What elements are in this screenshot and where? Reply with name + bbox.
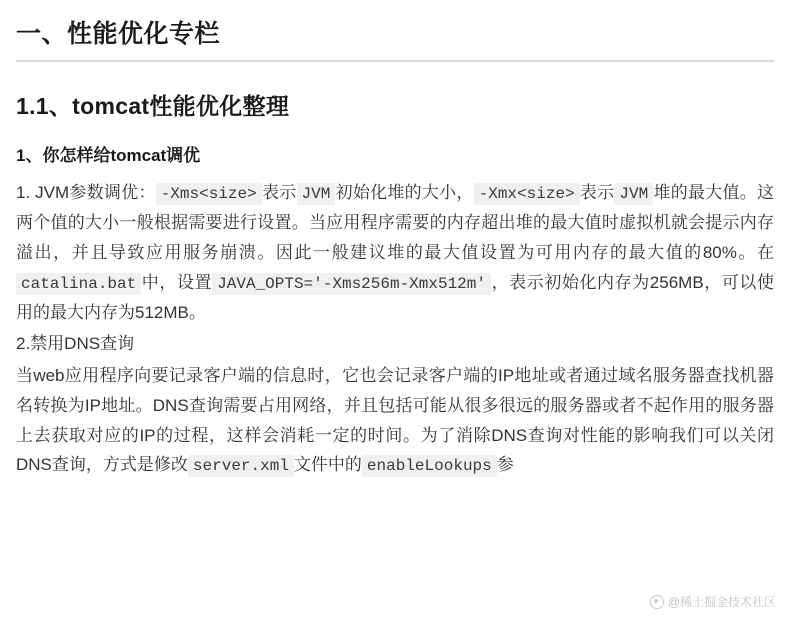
page-title: 一、性能优化专栏 [16,14,774,62]
text-fragment: 中，设置 [141,272,213,292]
paragraph-dns-heading: 2.禁用DNS查询 [16,334,135,354]
text-fragment: 表示 [579,183,615,202]
code-jvm-1: JVM [297,183,336,205]
code-jvm-2: JVM [614,183,653,205]
text-fragment: 参 [496,455,514,475]
code-xms: -Xms<size> [156,183,262,205]
sub-heading: 1.1、tomcat性能优化整理 [16,93,290,119]
text-fragment: 1. JVM参数调优： [16,183,156,202]
text-fragment: 当web应用程序向要记录客户端的信息时，它也会记录客户端的IP地址或者通过域名服务器查找机器名转换为IP地址。DNS查询需要占用网络，并且包括可能从很多很远的服务器或者不起作用的服务器上去获取对应的IP的过程，这样会消耗一定的时间。为了消除DNS查询对性能的影响我们可以关闭DNS查询，方式是修改 [16,366,774,475]
code-enable-lookups: enableLookups [362,455,497,477]
code-xmx: -Xmx<size> [474,183,580,205]
code-java-opts: JAVA_OPTS='-Xms256m-Xmx512m' [212,273,491,295]
circle-logo-icon [650,595,664,609]
sub-sub-heading: 1、你怎样给tomcat调优 [16,146,201,165]
text-fragment: 表示 [261,183,297,202]
watermark-text: @稀土掘金技术社区 [667,595,776,609]
text-fragment: ，表示初始化内存为256MB，可以使用的最大内存为512MB。 [16,272,774,322]
paragraph-dns-detail [16,361,774,480]
code-catalina-bat: catalina.bat [16,273,141,295]
watermark [650,593,776,610]
code-server-xml: server.xml [188,455,294,477]
text-fragment: 初始化堆的大小， [335,183,474,202]
text-fragment: 文件中的 [293,455,362,475]
paragraph-jvm-tuning [16,178,774,327]
text-fragment: 堆的最大值。这两个值的大小一般根据需要进行设置。当应用程序需要的内存超出堆的最大值时虚拟机就会提示内存溢出，并且导致应用服务崩溃。因此一般建议堆的最大值设置为可用内存的最大值的80%。在 [16,183,775,262]
